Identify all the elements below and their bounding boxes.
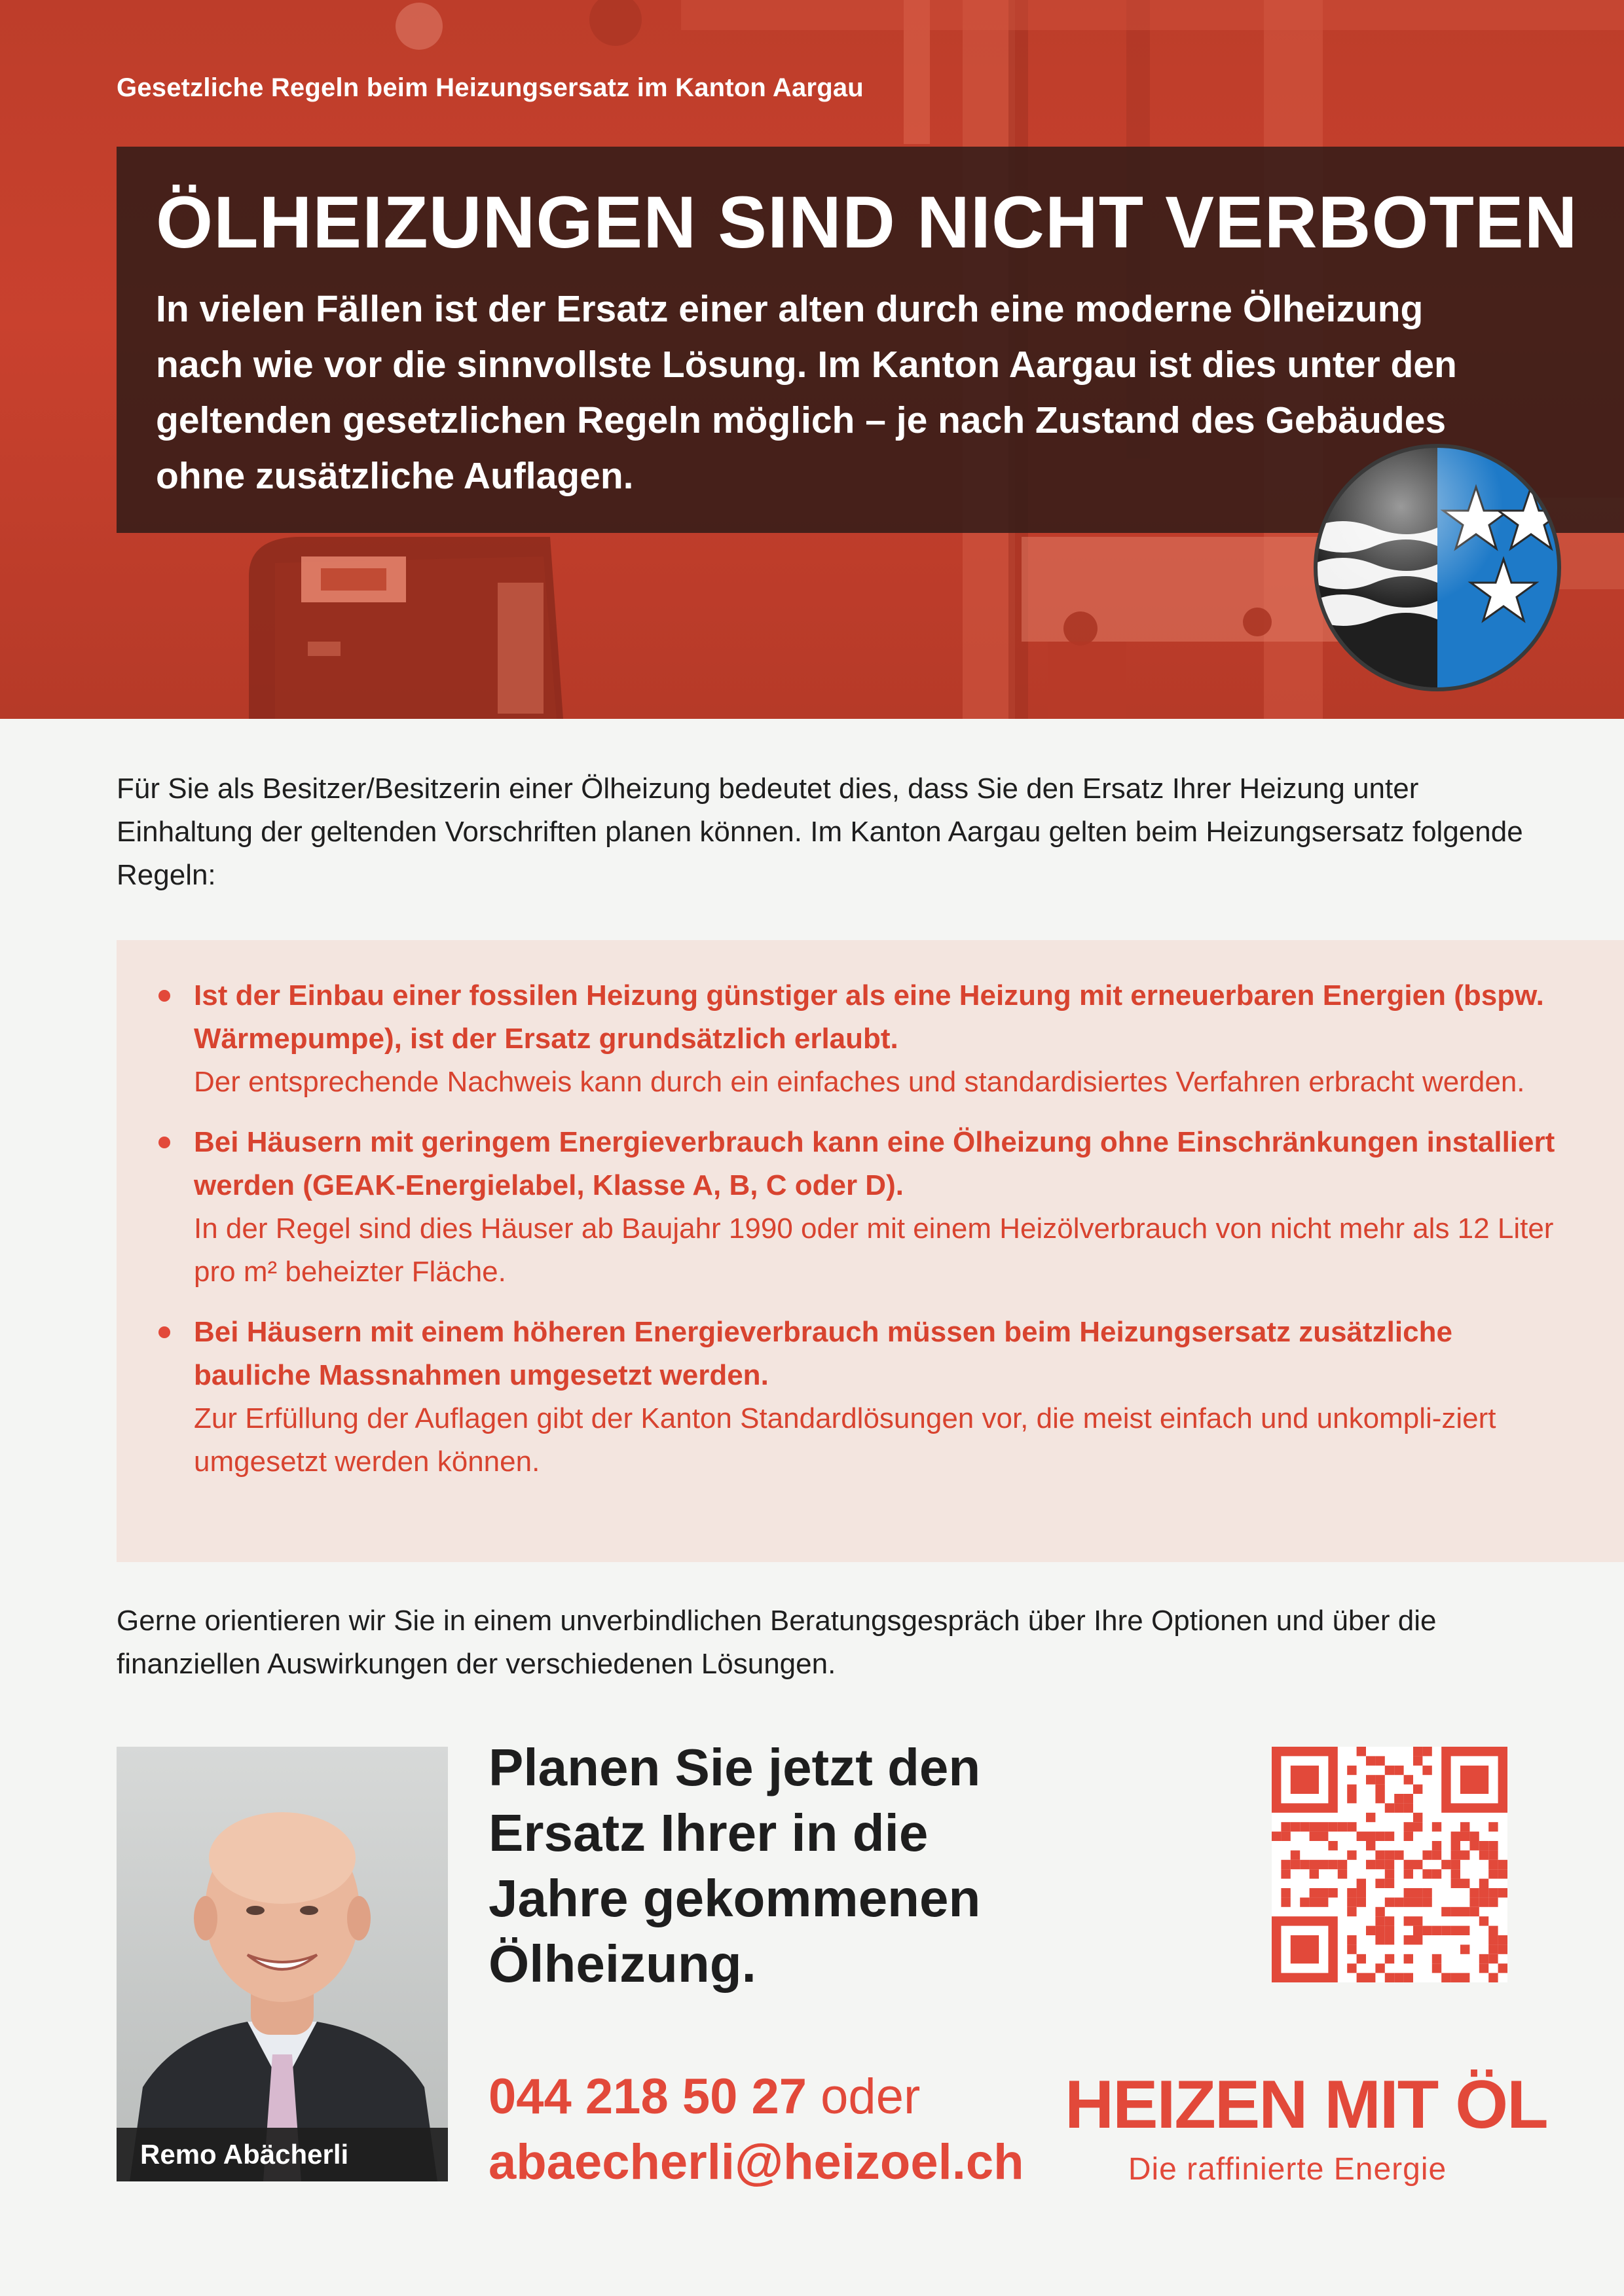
qr-code-icon[interactable] [1272, 1747, 1507, 1982]
phone-line [489, 2068, 920, 2126]
aargau-coat-of-arms-icon [1312, 443, 1562, 693]
connector-text: oder [821, 2069, 921, 2124]
contact-photo [117, 1747, 448, 2181]
call-to-action: Planen Sie jetzt den Ersatz Ihrer in die Jahre gekommenen Ölheizung. [489, 1738, 981, 1993]
phone-link[interactable]: 044 218 50 27 [489, 2069, 807, 2124]
portrait-image [117, 1747, 448, 2181]
lead-paragraph: In vielen Fällen ist der Ersatz einer alten durch eine moderne Ölheizung nach wie vor die sinnvollste Lösung. Im Kanton Aargau ist dies unter den geltenden gesetzlichen Regeln möglich – je nach Zustand des Gebäudes ohne zusätzliche Auflagen. [156, 288, 1457, 497]
outro-paragraph: Gerne orientieren wir Sie in einem unverbindlichen Beratungsgespräch über Ihre Optionen und über die finanziellen Auswirkungen der verschiedenen Lösungen. [117, 1605, 1437, 1680]
brand-tagline: Die raffinierte Energie [1128, 2152, 1447, 2187]
rule-title: Bei Häusern mit geringem Energieverbrauch kann eine Ölheizung ohne Einschränkungen installiert werden (GEAK-Energielabel, Klasse A, B, C oder D). [194, 1126, 1555, 1201]
bullet-icon [158, 1326, 170, 1338]
rule-item [117, 1311, 1624, 1484]
rule-detail: In der Regel sind dies Häuser ab Baujahr 1990 oder mit einem Heizölverbrauch von nicht mehr als 12 Liter pro m² beheizter Fläche. [194, 1212, 1554, 1288]
hero-banner [0, 0, 1624, 719]
rule-item [117, 1121, 1624, 1294]
rule-title: Bei Häusern mit einem höheren Energieverbrauch müssen beim Heizungsersatz zusätzliche bauliche Massnahmen umgesetzt werden. [194, 1316, 1452, 1391]
page-title: ÖLHEIZUNGEN SIND NICHT VERBOTEN [156, 181, 1578, 263]
rule-detail: Der entsprechende Nachweis kann durch ein einfaches und standardisiertes Verfahren erbracht werden. [194, 1066, 1525, 1098]
rule-item [117, 974, 1624, 1104]
page-kicker: Gesetzliche Regeln beim Heizungsersatz im Kanton Aargau [117, 73, 864, 102]
brand-logo: HEIZEN MIT ÖL [1065, 2067, 1547, 2143]
bullet-icon [158, 1137, 170, 1148]
bullet-icon [158, 990, 170, 1002]
rule-detail: Zur Erfüllung der Auflagen gibt der Kanton Standardlösungen vor, die meist einfach und unkompli-ziert umgesetzt werden können. [194, 1402, 1496, 1478]
email-link[interactable]: abaecherli@heizoel.ch [489, 2134, 1024, 2190]
intro-paragraph: Für Sie als Besitzer/Besitzerin einer Ölheizung bedeutet dies, dass Sie den Ersatz Ihrer Heizung unter Einhaltung der geltenden Vorschriften planen können. Im Kanton Aargau gelten beim Heizungsersatz folgende Regeln: [117, 773, 1523, 891]
contact-name: Remo Abächerli [117, 2128, 448, 2181]
rule-title: Ist der Einbau einer fossilen Heizung günstiger als eine Heizung mit erneuerbaren Energien (bspw. Wärmepumpe), ist der Ersatz grundsätzlich erlaubt. [194, 979, 1544, 1055]
rules-box [117, 940, 1624, 1562]
rules-list [117, 974, 1624, 1501]
